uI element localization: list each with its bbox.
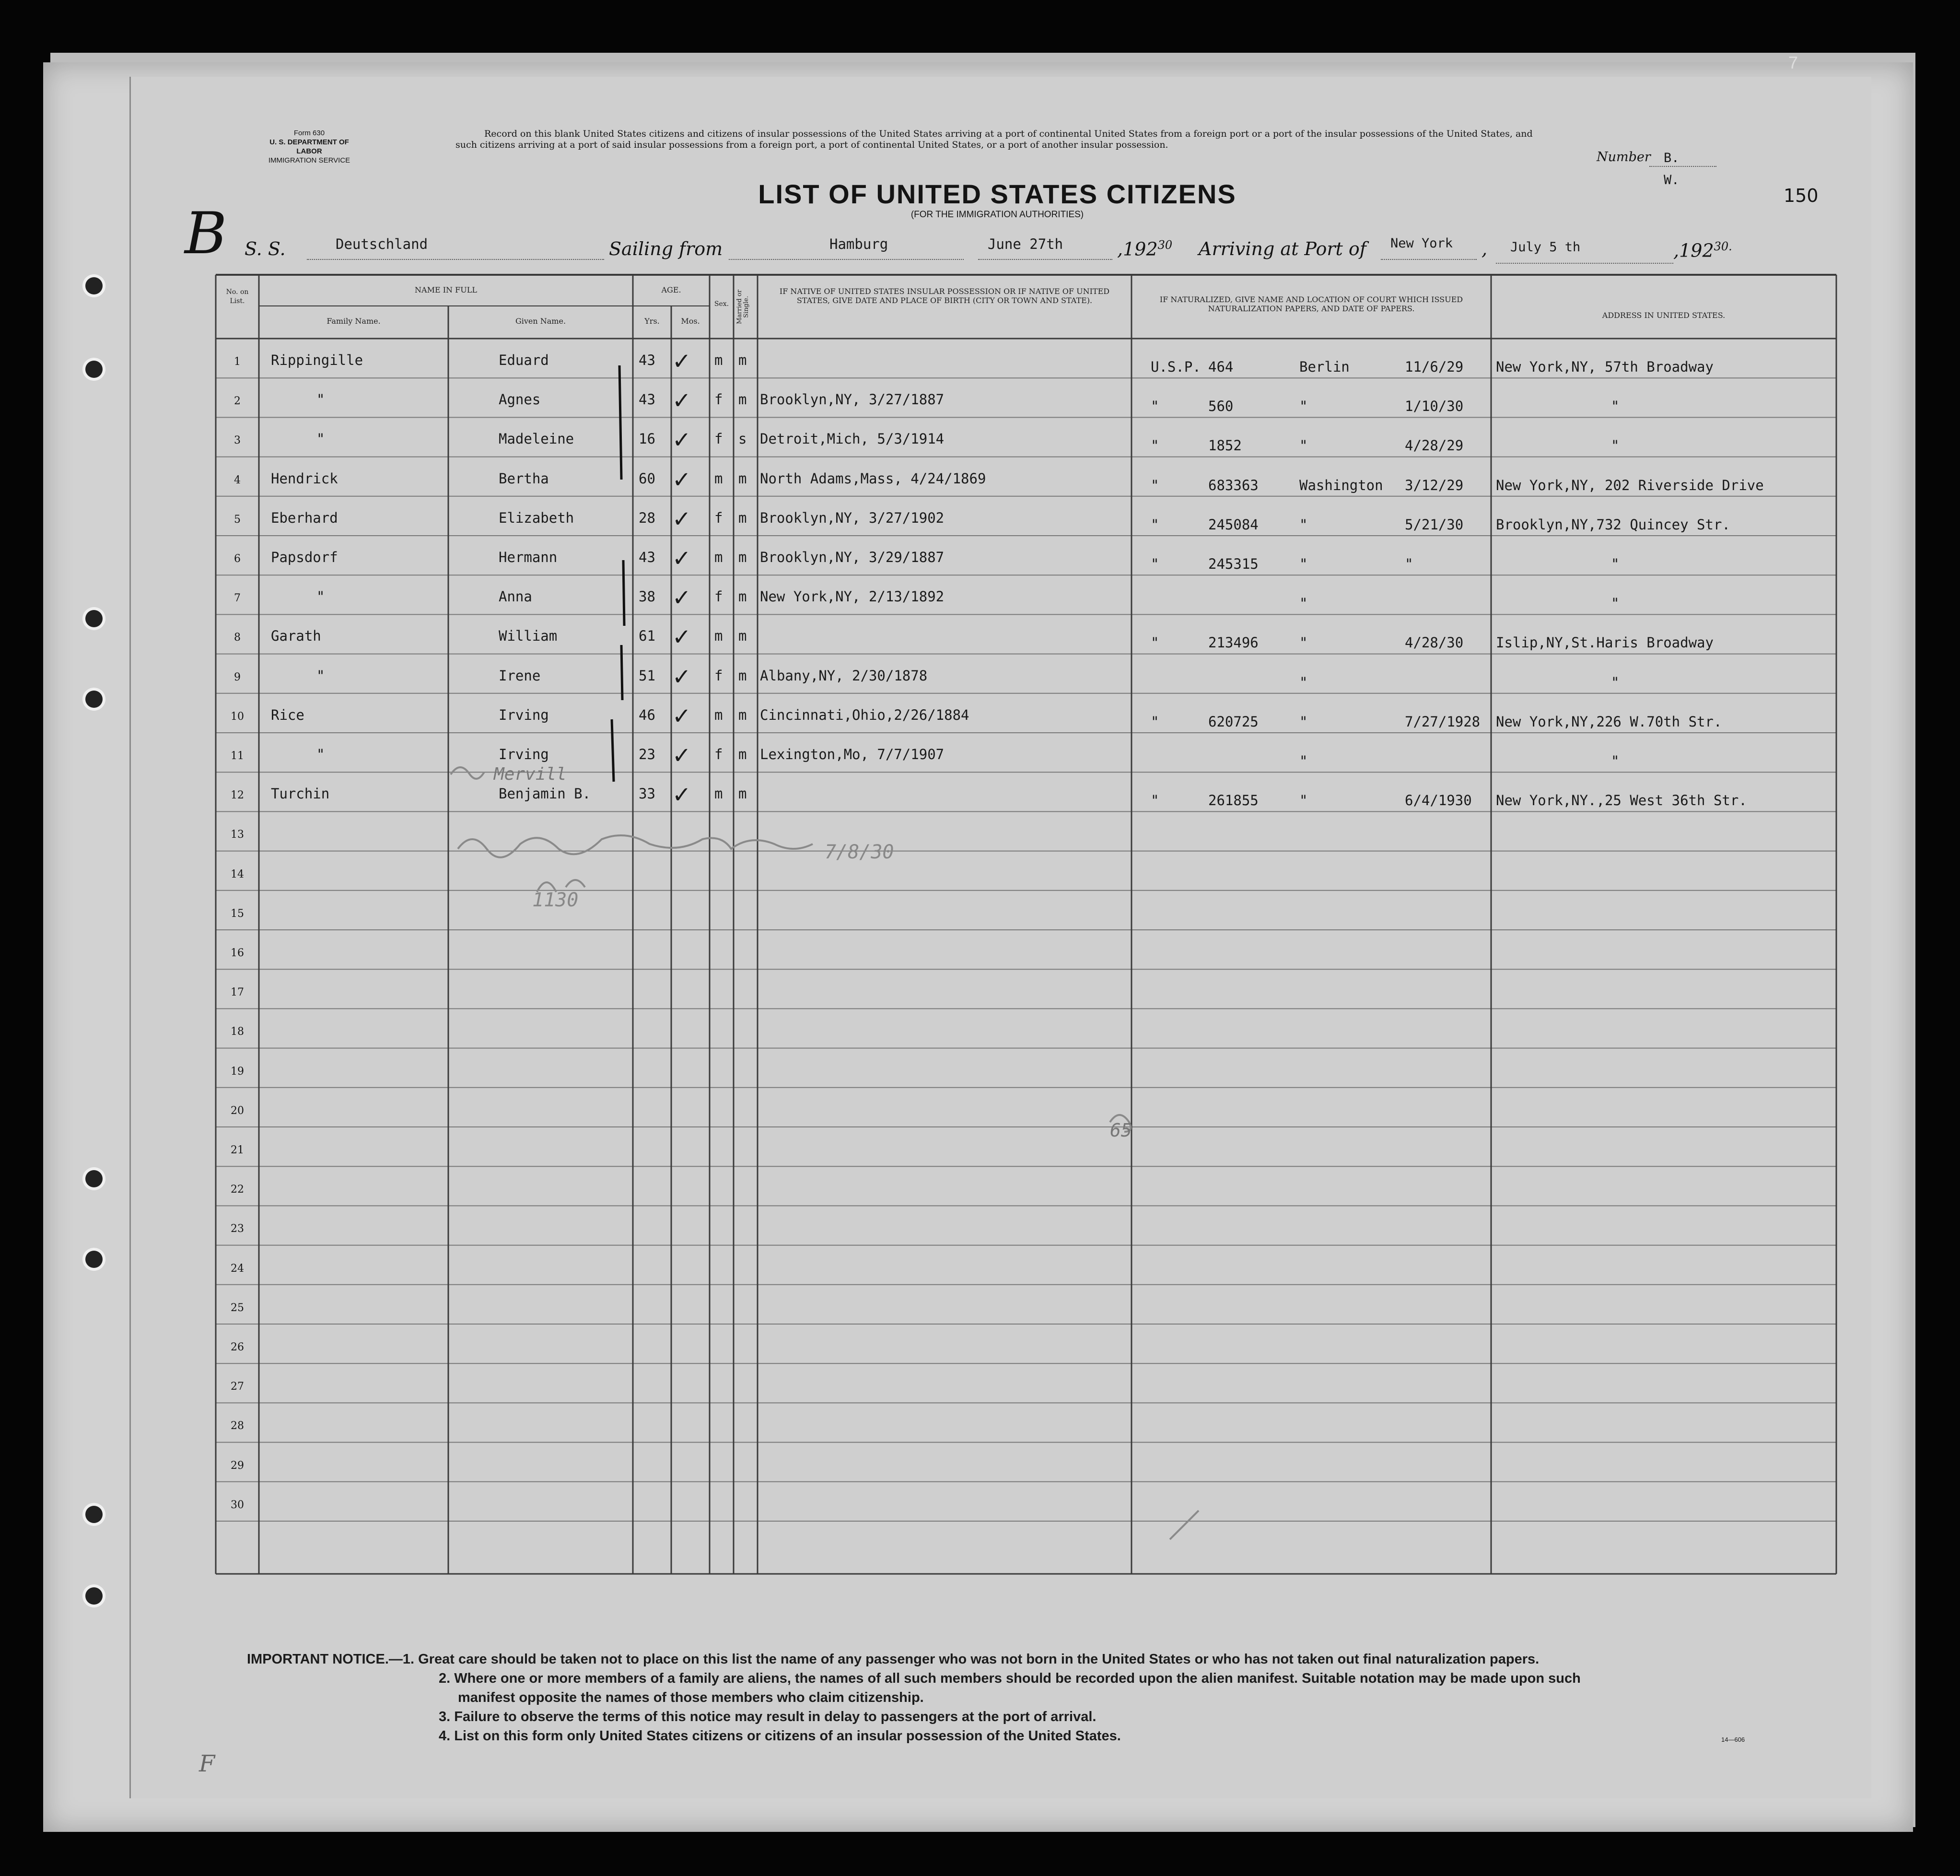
col-given-name: Given Name. [515, 317, 566, 326]
naturalization-date-cell: " [1405, 556, 1413, 572]
address-cell: " [1611, 674, 1620, 691]
naturalization-date-cell: 5/21/30 [1405, 516, 1464, 533]
sex-cell: m [714, 549, 723, 565]
row-number: 2 [234, 395, 241, 408]
court-location-cell: " [1299, 753, 1308, 769]
margin-count: 65 [1110, 1120, 1132, 1141]
arrival-port: New York [1390, 236, 1453, 251]
age-years-cell: 43 [639, 352, 655, 368]
row-number: 7 [234, 592, 241, 605]
notice-item-4: 4. List on this form only United States citizens or citizens of an insular possession of the United States. [439, 1728, 1121, 1744]
marital-status-cell: m [738, 786, 747, 802]
year2-label: $,192^{30.}$ [1673, 240, 1732, 261]
notice-item-1: IMPORTANT NOTICE.—1. Great care should be taken not to place on this list the name of any passenger who was not born in the United States or who has not taken out final naturalization papers. [247, 1652, 1540, 1667]
naturalization-prefix-cell: " [1151, 792, 1159, 809]
sheet-letter: B [185, 200, 227, 267]
naturalization-date-cell: 7/27/1928 [1405, 713, 1481, 730]
col-address: ADDRESS IN UNITED STATES. [1602, 311, 1726, 320]
address-cell: " [1611, 556, 1620, 572]
col-age: AGE. [661, 285, 681, 294]
naturalization-number-cell: 560 [1208, 398, 1234, 415]
family-name-cell: Garath [271, 628, 321, 645]
sex-cell: m [714, 470, 723, 487]
given-name-cell: Agnes [499, 391, 541, 408]
row-number: 6 [234, 553, 241, 565]
naturalization-prefix-cell: " [1151, 477, 1159, 493]
marital-status-cell: m [738, 509, 747, 526]
birth-place-cell: Brooklyn,NY, 3/27/1887 [760, 391, 945, 408]
col-sex: Sex. [714, 300, 729, 308]
sex-cell: m [714, 786, 723, 802]
age-years-cell: 16 [639, 431, 655, 447]
naturalization-prefix-cell: " [1151, 516, 1159, 533]
address-cell: Islip,NY,St.Haris Broadway [1496, 634, 1714, 651]
court-location-cell: " [1299, 398, 1308, 415]
given-name-cell: Benjamin B. [499, 786, 591, 802]
empty-row-number: 14 [231, 868, 244, 880]
sex-cell: f [714, 509, 723, 526]
empty-row-number: 18 [231, 1026, 244, 1038]
court-location-cell: " [1299, 595, 1308, 612]
empty-row-number: 15 [231, 907, 244, 920]
address-cell: " [1611, 753, 1620, 769]
birth-place-cell: New York,NY, 2/13/1892 [760, 588, 945, 605]
age-years-cell: 61 [639, 628, 655, 645]
col-birth: IF NATIVE OF UNITED STATES INSULAR POSSESSION OR IF NATIVE OF UNITED STATES, GIVE DATE AND PLACE OF BIRTH (CITY OR TOWN AND STATE). [779, 287, 1110, 305]
family-name-cell: " [316, 588, 325, 605]
birth-place-cell: Brooklyn,NY, 3/29/1887 [760, 549, 945, 565]
given-name-cell: Bertha [499, 470, 549, 487]
family-name-cell: Rice [271, 706, 304, 723]
arrival-date: July 5 th [1510, 240, 1581, 255]
age-months-mark: ✓ [674, 503, 689, 533]
age-months-mark: ✓ [674, 345, 689, 375]
court-location-cell: " [1299, 556, 1308, 572]
age-years-cell: 33 [639, 786, 655, 802]
number-value-w: W. [1664, 173, 1680, 188]
marital-status-cell: m [738, 352, 747, 368]
given-name-cell: Eduard [499, 352, 549, 368]
row-number: 10 [231, 710, 244, 723]
age-months-mark: ✓ [674, 463, 689, 494]
naturalization-prefix-cell: U.S.P. [1151, 359, 1201, 375]
naturalization-prefix-cell: " [1151, 556, 1159, 572]
page-subtitle: (FOR THE IMMIGRATION AUTHORITIES) [910, 210, 1084, 220]
given-name-cell: Elizabeth [499, 509, 574, 526]
court-location-cell: " [1299, 674, 1308, 691]
naturalization-number-cell: 464 [1208, 359, 1234, 375]
address-cell: " [1611, 398, 1620, 415]
number-value: B. [1664, 151, 1680, 165]
marital-status-cell: m [738, 706, 747, 723]
age-months-mark: ✓ [674, 700, 689, 730]
ship-name: Deutschland [336, 236, 428, 252]
empty-row-number: 27 [231, 1381, 244, 1393]
row-number: 12 [231, 789, 244, 802]
age-years-cell: 43 [639, 391, 655, 408]
address-cell: New York,NY, 202 Riverside Drive [1496, 477, 1764, 493]
address-cell: New York,NY.,25 West 36th Str. [1496, 792, 1747, 809]
empty-row-number: 30 [231, 1499, 244, 1511]
col-no: No. on List. [226, 288, 249, 305]
birth-place-cell: Lexington,Mo, 7/7/1907 [760, 746, 945, 762]
address-cell: " [1611, 595, 1620, 612]
birth-place-cell: North Adams,Mass, 4/24/1869 [760, 470, 986, 487]
corner-mark: 7 [1788, 53, 1798, 72]
age-years-cell: 23 [639, 746, 655, 762]
row-number: 8 [234, 632, 241, 644]
sex-cell: f [714, 667, 723, 684]
age-years-cell: 46 [639, 706, 655, 723]
family-name-cell: Eberhard [271, 509, 338, 526]
address-cell: New York,NY,226 W.70th Str. [1496, 713, 1722, 730]
page-number: 150 [1784, 185, 1819, 206]
family-name-cell: Rippingille [271, 352, 363, 368]
age-months-mark: ✓ [674, 739, 689, 770]
age-months-mark: ✓ [674, 424, 689, 455]
empty-row-number: 22 [231, 1184, 244, 1196]
sex-cell: f [714, 588, 723, 605]
marital-status-cell: m [738, 391, 747, 408]
birth-place-cell: Detroit,Mich, 5/3/1914 [760, 431, 945, 447]
naturalization-date-cell: 4/28/30 [1405, 634, 1464, 651]
given-name-cell: William [499, 628, 558, 645]
age-months-mark: ✓ [674, 660, 689, 691]
family-name-cell: Turchin [271, 786, 330, 802]
from-port: Hamburg [829, 236, 888, 252]
court-location-cell: " [1299, 516, 1308, 533]
naturalization-number-cell: 683363 [1208, 477, 1259, 493]
sex-cell: f [714, 391, 723, 408]
row-number: 11 [231, 750, 244, 762]
naturalization-number-cell: 261855 [1208, 792, 1259, 809]
marital-status-cell: m [738, 628, 747, 645]
sailing-label: Sailing from [609, 238, 723, 259]
address-cell: New York,NY, 57th Broadway [1496, 359, 1714, 375]
print-code: 14—606 [1721, 1736, 1745, 1743]
sex-cell: m [714, 352, 723, 368]
age-months-mark: ✓ [674, 542, 689, 573]
age-years-cell: 51 [639, 667, 655, 684]
age-months-mark: ✓ [674, 779, 689, 809]
marital-status-cell: m [738, 588, 747, 605]
age-years-cell: 43 [639, 549, 655, 565]
court-location-cell: " [1299, 634, 1308, 651]
row-number: 9 [234, 671, 241, 683]
empty-row-number: 13 [231, 829, 244, 841]
empty-row-number: 20 [231, 1104, 244, 1117]
age-years-cell: 38 [639, 588, 655, 605]
age-months-mark: ✓ [674, 385, 689, 415]
sex-cell: f [714, 431, 723, 447]
naturalization-number-cell: 245315 [1208, 556, 1259, 572]
empty-row-number: 23 [231, 1223, 244, 1235]
marital-status-cell: s [738, 431, 747, 447]
address-cell: " [1611, 437, 1620, 454]
number-label: Number [1597, 150, 1651, 164]
empty-row-number: 26 [231, 1341, 244, 1353]
arriving-label: Arriving at Port of [1199, 238, 1366, 259]
sex-cell: m [714, 628, 723, 645]
naturalization-number-cell: 245084 [1208, 516, 1259, 533]
marital-status-cell: m [738, 549, 747, 565]
address-cell: Brooklyn,NY,732 Quincey Str. [1496, 516, 1730, 533]
given-name-cell: Irene [499, 667, 541, 684]
naturalization-date-cell: 3/12/29 [1405, 477, 1464, 493]
page-title: LIST OF UNITED STATES CITIZENS [758, 179, 1237, 209]
given-name-cell: Madeleine [499, 431, 574, 447]
naturalization-prefix-cell: " [1151, 398, 1159, 415]
col-mos: Mos. [681, 317, 700, 326]
empty-row-number: 16 [231, 947, 244, 959]
notice-heading: IMPORTANT NOTICE.— [247, 1652, 403, 1667]
naturalization-prefix-cell: " [1151, 437, 1159, 454]
given-name-cell: Irving [499, 746, 549, 762]
age-years-cell: 28 [639, 509, 655, 526]
empty-row-number: 29 [231, 1459, 244, 1472]
year-label: ,192$^{30}$ [1117, 238, 1173, 260]
stamp-time: 1130 [532, 889, 579, 911]
form-number: Form 630 U. S. DEPARTMENT OF LABOR IMMIGRATION SERVICE [268, 129, 350, 164]
empty-row-number: 21 [231, 1144, 244, 1156]
birth-place-cell: Cincinnati,Ohio,2/26/1884 [760, 706, 969, 723]
ss-label: S. S. [245, 238, 286, 259]
naturalization-date-cell: 1/10/30 [1405, 398, 1464, 415]
family-name-cell: Hendrick [271, 470, 338, 487]
notice-item-2a: 2. Where one or more members of a family are aliens, the names of all such members should be recorded upon the alien manifest. Suitable notation may be made upon such [439, 1671, 1581, 1686]
age-years-cell: 60 [639, 470, 655, 487]
col-family-name: Family Name. [327, 317, 381, 326]
row11-annotation: Mervill [494, 764, 567, 784]
family-name-cell: " [316, 431, 325, 447]
notice-item-3: 3. Failure to observe the terms of this notice may result in delay to passengers at the port of arrival. [439, 1709, 1097, 1724]
court-location-cell: " [1299, 437, 1308, 454]
court-location-cell: Berlin [1299, 359, 1350, 375]
empty-row-number: 17 [231, 986, 244, 999]
court-location-cell: Washington [1299, 477, 1383, 493]
naturalization-date-cell: 6/4/1930 [1405, 792, 1472, 809]
form-instructions: Record on this blank United States citizens and citizens of insular possessions of the United States arriving at a port of continental United States from a foreign port or a port of the insular possessions of the United States, and such citizens arriving at a port of said insular possessions from a foreign port, a port of continental United States, or a port of another insular possession. [455, 129, 1533, 150]
family-name-cell: Papsdorf [271, 549, 338, 565]
family-name-cell: " [316, 746, 325, 762]
empty-row-number: 19 [231, 1065, 244, 1078]
row-number: 3 [234, 434, 241, 447]
age-months-mark: ✓ [674, 621, 689, 652]
naturalization-date-cell: 4/28/29 [1405, 437, 1464, 454]
sex-cell: f [714, 746, 723, 762]
col-name-in-full: NAME IN FULL [415, 285, 477, 294]
age-months-mark: ✓ [674, 582, 689, 612]
sex-cell: m [714, 706, 723, 723]
col-married: Married or Single. [736, 290, 750, 324]
given-name-cell: Anna [499, 588, 532, 605]
empty-row-number: 25 [231, 1301, 244, 1314]
depart-date: June 27th [988, 236, 1063, 252]
row-number: 4 [234, 474, 241, 486]
naturalization-prefix-cell: " [1151, 634, 1159, 651]
empty-row-number: 28 [231, 1420, 244, 1432]
important-notice [247, 1650, 1829, 1746]
marital-status-cell: m [738, 667, 747, 684]
notice-item-2b: manifest opposite the names of those members who claim citizenship. [458, 1690, 924, 1705]
row-number: 1 [234, 356, 241, 368]
marital-status-cell: m [738, 746, 747, 762]
court-location-cell: " [1299, 792, 1308, 809]
empty-row-number: 24 [231, 1262, 244, 1275]
comma: , [1482, 238, 1488, 259]
naturalization-number-cell: 1852 [1208, 437, 1242, 454]
naturalization-date-cell: 11/6/29 [1405, 359, 1464, 375]
family-name-cell: " [316, 667, 325, 684]
court-location-cell: " [1299, 713, 1308, 730]
row-number: 5 [234, 513, 241, 526]
stamp-date: 7/8/30 [825, 841, 894, 863]
marital-status-cell: m [738, 470, 747, 487]
birth-place-cell: Brooklyn,NY, 3/27/1902 [760, 509, 945, 526]
given-name-cell: Hermann [499, 549, 558, 565]
col-yrs: Yrs. [644, 317, 660, 326]
col-naturalized: IF NATURALIZED, GIVE NAME AND LOCATION OF COURT WHICH ISSUED NATURALIZATION PAPERS, AND DATE OF PAPERS. [1159, 295, 1463, 313]
naturalization-number-cell: 213496 [1208, 634, 1259, 651]
given-name-cell: Irving [499, 706, 549, 723]
naturalization-number-cell: 620725 [1208, 713, 1259, 730]
naturalization-prefix-cell: " [1151, 713, 1159, 730]
birth-place-cell: Albany,NY, 2/30/1878 [760, 667, 928, 684]
margin-letter: F [199, 1750, 215, 1777]
family-name-cell: " [316, 391, 325, 408]
